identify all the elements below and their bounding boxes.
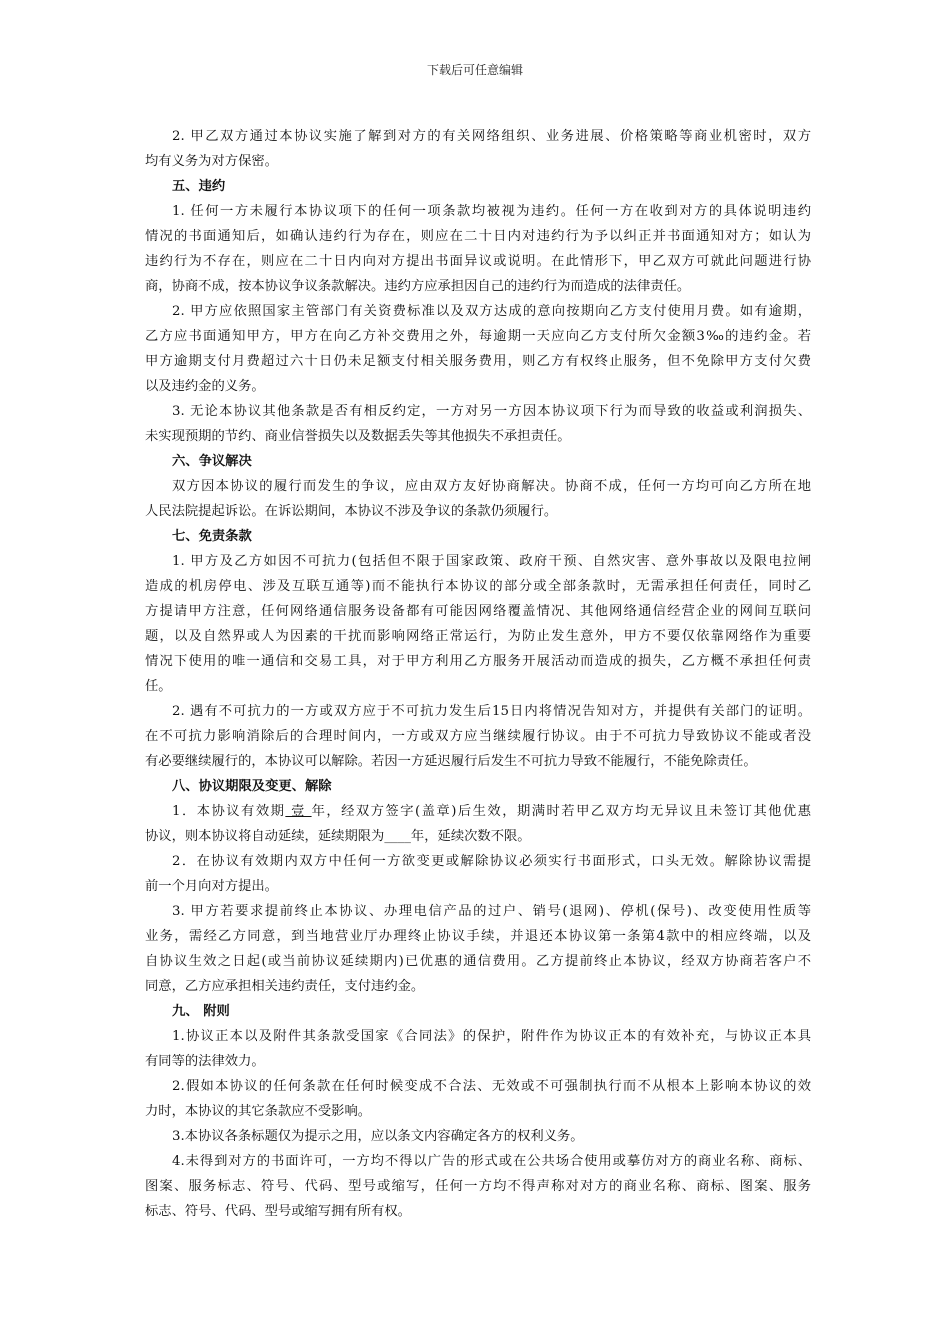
section-heading: 九、 附则: [172, 1004, 230, 1019]
paragraph-line: 造成的机房停电、涉及互联互通等)而不能执行本协议的部分或全部条款时，无需承担任何责任，同时乙: [145, 579, 811, 594]
paragraph-line: 2. 遇有不可抗力的一方或双方应于不可抗力发生后15日内将情况告知对方，并提供有关部门的证明。: [172, 704, 811, 719]
paragraph-line: 违约行为不存在，则应在二十日内向对方提出书面异议或说明。在此情形下，甲乙双方可就此问题进行协: [145, 254, 811, 269]
paragraph-line: 3. 甲方若要求提前终止本协议、办理电信产品的过户、销号(退网)、停机(保号)、改变使用性质等: [172, 904, 811, 919]
paragraph-line: 情况的书面通知后，如确认违约行为存在，则应在二十日内对违约行为予以纠正并书面通知对方；如认为: [145, 229, 811, 244]
section-heading: 五、违约: [172, 179, 226, 194]
paragraph-line: 有同等的法律效力。: [145, 1054, 265, 1069]
paragraph-line: 3.本协议各条标题仅为提示之用，应以条文内容确定各方的权利义务。: [172, 1129, 584, 1144]
paragraph-line: 1.协议正本以及附件其条款受国家《合同法》的保护，附件作为协议正本的有效补充，与协议正本具: [172, 1029, 811, 1044]
paragraph-line: 图案、服务标志、符号、代码、型号或缩写，任何一方均不得声称对对方的商业名称、商标、图案、服务: [145, 1179, 811, 1194]
paragraph-line: 同意，乙方应承担相关违约责任，支付违约金。: [145, 979, 425, 994]
paragraph-line: 3. 无论本协议其他条款是否有相反约定，一方对另一方因本协议项下行为而导致的收益或利润损失、: [172, 404, 811, 419]
term-years-value: 壹: [285, 804, 312, 819]
term-prefix: 1．本协议有效期: [172, 804, 286, 819]
section-heading: 八、协议期限及变更、解除: [172, 779, 332, 794]
paragraph-line: 标志、符号、代码、型号或缩写拥有所有权。: [145, 1204, 411, 1219]
paragraph-line: 人民法院提起诉讼。在诉讼期间，本协议不涉及争议的条款仍须履行。: [145, 504, 558, 519]
paragraph-line: 甲方逾期支付月费超过六十日仍未足额支付相关服务费用，则乙方有权终止服务，但不免除甲方支付欠费: [145, 354, 811, 369]
paragraph-line: 2．在协议有效期内双方中任何一方欲变更或解除协议必须实行书面形式，口头无效。解除协议需提: [172, 854, 811, 869]
paragraph-line: 商，协商不成，按本协议争议条款解决。违约方应承担因自己的违约行为而造成的法律责任。: [145, 279, 691, 294]
paragraph-line: 双方因本协议的履行而发生的争议，应由双方友好协商解决。协商不成，任何一方均可向乙方所在地: [172, 479, 811, 494]
section-heading: 七、免责条款: [172, 529, 252, 544]
paragraph-line: 2. 甲方应依照国家主管部门有关资费标准以及双方达成的意向按期向乙方支付使用月费。如有逾期，: [172, 304, 811, 319]
paragraph-line: 前一个月向对方提出。: [145, 879, 278, 894]
paragraph-line: [145, 799, 811, 824]
paragraph-line: 任。: [145, 679, 172, 694]
paragraph-line: 乙方应书面通知甲方，甲方在向乙方补交费用之外，每逾期一天应向乙方支付所欠金额3‰的违约金。若: [145, 329, 811, 344]
paragraph-line: 自协议生效之日起(或当前协议延续期内)已优惠的通信费用。乙方提前终止本协议，经双方协商若客户不: [145, 954, 811, 969]
paragraph-line: 协议，则本协议将自动延续，延续期限为____年，延续次数不限。: [145, 829, 531, 844]
paragraph-line: 有必要继续履行的，本协议可以解除。若因一方延迟履行后发生不可抗力导致不能履行，不能免除责任。: [145, 754, 757, 769]
document-body: [145, 124, 811, 1224]
paragraph-line: 在不可抗力影响消除后的合理时间内，一方或双方应当继续履行协议。由于不可抗力导致协议不能或者没: [145, 729, 811, 744]
page-header: 下载后可任意编辑: [426, 63, 523, 77]
paragraph-line: 题，以及自然界或人为因素的干扰而影响网络正常运行，为防止发生意外，甲方不要仅依靠网络作为重要: [145, 629, 811, 644]
paragraph-line: 2.假如本协议的任何条款在任何时候变成不合法、无效或不可强制执行而不从根本上影响本协议的效: [172, 1079, 811, 1094]
term-suffix: 年，经双方签字(盖章)后生效，期满时若甲乙双方均无异议且未签订其他优惠: [311, 804, 811, 819]
paragraph-line: 业务，需经乙方同意，到当地营业厅办理终止协议手续，并退还本协议第一条第4款中的相应终端，以及: [145, 929, 811, 944]
paragraph-line: 1. 任何一方未履行本协议项下的任何一项条款均被视为违约。任何一方在收到对方的具体说明违约: [172, 204, 811, 219]
paragraph-line: 2. 甲乙双方通过本协议实施了解到对方的有关网络组织、业务进展、价格策略等商业机密时，双方: [172, 129, 811, 144]
paragraph-line: 1. 甲方及乙方如因不可抗力(包括但不限于国家政策、政府干预、自然灾害、意外事故以及限电拉闸: [172, 554, 811, 569]
paragraph-line: 未实现预期的节约、商业信誉损失以及数据丢失等其他损失不承担责任。: [145, 429, 571, 444]
paragraph-line: 情况下使用的唯一通信和交易工具，对于甲方利用乙方服务开展活动而造成的损失，乙方概不承担任何责: [145, 654, 811, 669]
section-heading: 六、争议解决: [172, 454, 252, 469]
paragraph-line: 方提请甲方注意，任何网络通信服务设备都有可能因网络覆盖情况、其他网络通信经营企业的网间互联问: [145, 604, 811, 619]
paragraph-line: 均有义务为对方保密。: [145, 154, 278, 169]
paragraph-line: 力时，本协议的其它条款应不受影响。: [145, 1104, 372, 1119]
paragraph-line: 以及违约金的义务。: [145, 379, 265, 394]
paragraph-line: 4.未得到对方的书面许可，一方均不得以广告的形式或在公共场合使用或摹仿对方的商业名称、商标、: [172, 1154, 811, 1169]
